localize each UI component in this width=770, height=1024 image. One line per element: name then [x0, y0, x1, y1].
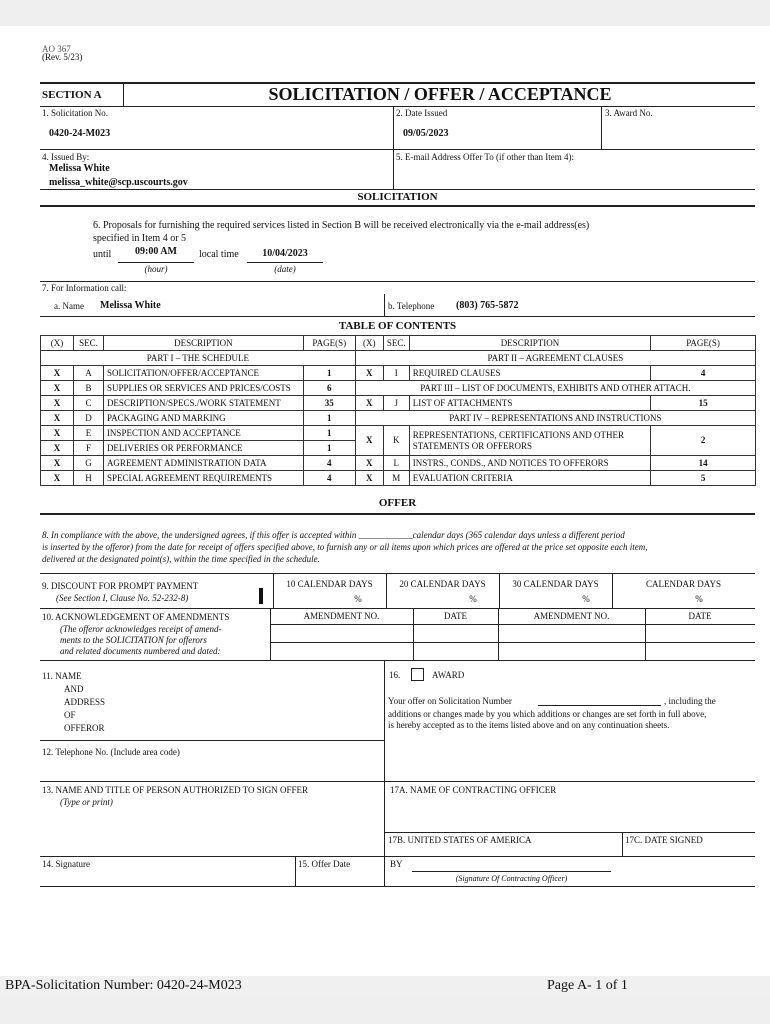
toc-header-row: (X) SEC. DESCRIPTION PAGE(S) (X) SEC. DESCRIPTION PAGE(S): [41, 336, 756, 351]
award-checkbox[interactable]: [411, 668, 424, 681]
toc-table: [40, 335, 756, 486]
ack-label: 10. ACKNOWLEDGEMENT OF AMENDMENTS: [42, 612, 230, 622]
date-signed-label: 17C. DATE SIGNED: [625, 835, 703, 845]
amend-no-header-1: AMENDMENT NO.: [303, 611, 380, 621]
form-number: AO 367: [42, 44, 71, 54]
award-line1a: Your offer on Solicitation Number: [388, 696, 512, 706]
item6-line2: specified in Item 4 or 5: [93, 233, 187, 244]
ack-line3: and related documents numbered and dated:: [60, 646, 221, 656]
amend-no-header-2: AMENDMENT NO.: [533, 611, 610, 621]
due-time: 09:00 AM: [135, 246, 177, 257]
issued-by-label: 4. Issued By:: [42, 152, 90, 162]
contact-name-label: a. Name: [54, 301, 84, 311]
days10-percent: %: [354, 594, 362, 604]
table-row: X D PACKAGING AND MARKING 1 PART IV – REPRESENTATIONS AND INSTRUCTIONS: [41, 411, 756, 426]
discount-ref: (See Section I, Clause No. 52-232-8): [56, 593, 189, 603]
table-row: X G AGREEMENT ADMINISTRATION DATA 4 X L INSTRS., CONDS., AND NOTICES TO OFFERORS 14: [41, 456, 756, 471]
award-line3: is hereby accepted as to the items listed above and on any continuation sheets.: [388, 720, 670, 730]
toc-part-row: PART I – THE SCHEDULE PART II – AGREEMENT CLAUSES: [41, 351, 756, 366]
days30-label: 30 CALENDAR DAYS: [512, 579, 599, 589]
page-footer: [0, 976, 770, 998]
award-no-label: 3. Award No.: [605, 108, 653, 118]
table-row: X E INSPECTION AND ACCEPTANCE 1 X K REPRESENTATIONS, CERTIFICATIONS AND OTHER STATEMENTS OR OFFERORS 2: [41, 426, 756, 441]
item8-line1: 8. In compliance with the above, the undersigned agrees, if this offer is accepted within ____________calendar days (365 calendar days unless a different period: [42, 530, 625, 540]
award-line1b: , including the: [664, 696, 716, 706]
table-row: X F DELIVERIES OR PERFORMANCE 1: [41, 441, 756, 456]
days-blank-percent: %: [695, 594, 703, 604]
form-page: [0, 26, 770, 976]
amend-date-header-2: DATE: [688, 611, 712, 621]
date-issued-value: 09/05/2023: [403, 128, 449, 139]
footer-page-number: Page A- 1 of 1: [547, 978, 628, 993]
item8-line2: is inserted by the offeror) from the date for receipt of offers specified above, to furnish any or all items upon which prices are offered at the price set opposite each item,: [42, 542, 648, 552]
hour-caption: (hour): [144, 264, 168, 274]
section-label: SECTION A: [42, 89, 102, 101]
contact-name: Melissa White: [100, 300, 161, 311]
days10-label: 10 CALENDAR DAYS: [286, 579, 373, 589]
signer-hint: (Type or print): [60, 797, 113, 807]
local-time-label: local time: [199, 249, 239, 260]
discount-marker: [259, 588, 263, 604]
signer-label: 13. NAME AND TITLE OF PERSON AUTHORIZED TO SIGN OFFER: [42, 785, 309, 795]
days20-label: 20 CALENDAR DAYS: [399, 579, 486, 589]
offer-date-label: 15. Offer Date: [298, 859, 351, 869]
award-line2: additions or changes made by you which additions or changes are set forth in full above,: [388, 709, 707, 719]
due-date: 10/04/2023: [262, 248, 308, 259]
contact-phone: (803) 765-5872: [456, 300, 519, 311]
date-issued-label: 2. Date Issued: [396, 108, 448, 118]
officer-signature-caption: (Signature Of Contracting Officer): [455, 874, 568, 883]
info-label: 7. For Information call:: [42, 283, 127, 293]
amend-date-header-1: DATE: [444, 611, 467, 621]
by-label: BY: [390, 859, 403, 869]
form-title: SOLICITATION / OFFER / ACCEPTANCE: [268, 84, 612, 104]
offeror-name-block: 11. NAME AND ADDRESS OF OFFEROR: [42, 671, 106, 733]
date-caption: (date): [274, 264, 296, 274]
award-number: 16.: [389, 670, 401, 680]
until-label: until: [93, 249, 112, 260]
ack-line1: (The offeror acknowledges receipt of amend-: [60, 624, 222, 634]
days-blank-label: CALENDAR DAYS: [646, 579, 721, 589]
offeror-phone-label: 12. Telephone No. (Include area code): [42, 747, 180, 757]
discount-label: 9. DISCOUNT FOR PROMPT PAYMENT: [42, 581, 199, 591]
days20-percent: %: [469, 594, 477, 604]
toc-heading: TABLE OF CONTENTS: [338, 320, 457, 332]
solicitation-heading: SOLICITATION: [357, 191, 438, 203]
form-revision: (Rev. 5/23): [42, 52, 83, 62]
award-label: AWARD: [432, 670, 465, 680]
issued-by-name: Melissa White: [49, 163, 110, 174]
days30-percent: %: [582, 594, 590, 604]
solicitation-no-label: 1. Solicitation No.: [42, 108, 108, 118]
usa-label: 17B. UNITED STATES OF AMERICA: [388, 835, 532, 845]
email-offer-label: 5. E-mail Address Offer To (if other than Item 4):: [396, 152, 574, 162]
solicitation-no-value: 0420-24-M023: [49, 128, 111, 139]
footer-solicitation-number: BPA-Solicitation Number: 0420-24-M023: [5, 978, 242, 993]
signature-label: 14. Signature: [42, 859, 90, 869]
table-row: X C DESCRIPTION/SPECS./WORK STATEMENT 35 X J LIST OF ATTACHMENTS 15: [41, 396, 756, 411]
ack-line2: ments to the SOLICITATION for offerors: [60, 635, 207, 645]
officer-label: 17A. NAME OF CONTRACTING OFFICER: [390, 785, 557, 795]
table-row: X B SUPPLIES OR SERVICES AND PRICES/COSTS 6 PART III – LIST OF DOCUMENTS, EXHIBITS AND OTHER ATTACH.: [41, 381, 756, 396]
issued-by-email: melissa_white@scp.uscourts.gov: [49, 177, 188, 188]
item8-line3: delivered at the designated point(s), within the time specified in the schedule.: [42, 554, 320, 564]
item6-line1: 6. Proposals for furnishing the required services listed in Section B will be received electronically via the e-mail address(es): [93, 220, 590, 231]
contact-phone-label: b. Telephone: [388, 301, 435, 311]
offer-heading: OFFER: [378, 497, 417, 509]
table-row: X A SOLICITATION/OFFER/ACCEPTANCE 1 X I REQUIRED CLAUSES 4: [41, 366, 756, 381]
table-row: X H SPECIAL AGREEMENT REQUIREMENTS 4 X M EVALUATION CRITERIA 5: [41, 471, 756, 486]
